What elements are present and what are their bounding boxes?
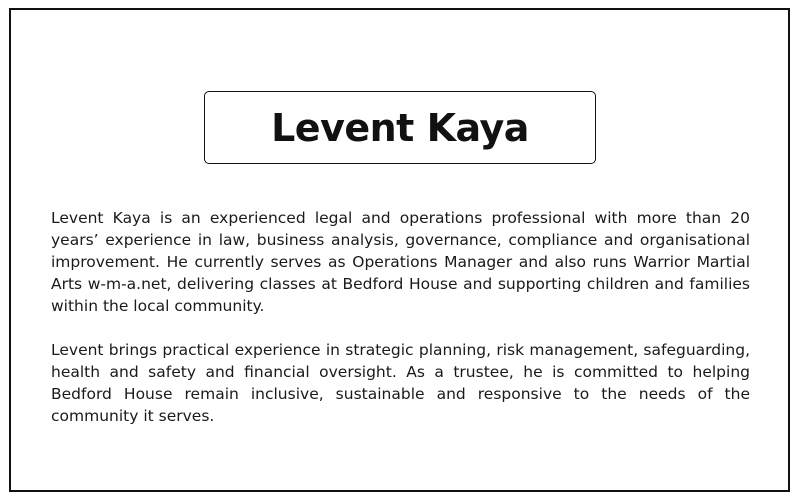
name-box xyxy=(204,91,596,164)
bio-paragraph-1: Levent Kaya is an experienced legal and operations professional with more than 20 years’ experience in law, business analysis, governance, compliance and organisational improvement. He currently serves as Operations Manager and also runs Warrior Martial Arts w-m-a.net, delivering classes at Bedford House and supporting children and families within the local community. xyxy=(51,209,750,315)
profile-name: Levent Kaya xyxy=(271,105,529,150)
bio-paragraph-2: Levent brings practical experience in strategic planning, risk management, safeguarding, health and safety and financial oversight. As a trustee, he is committed to helping Bedford House remain inclusive, sustainable and responsive to the needs of the community it serves. xyxy=(51,341,750,425)
bio-text xyxy=(51,207,750,427)
